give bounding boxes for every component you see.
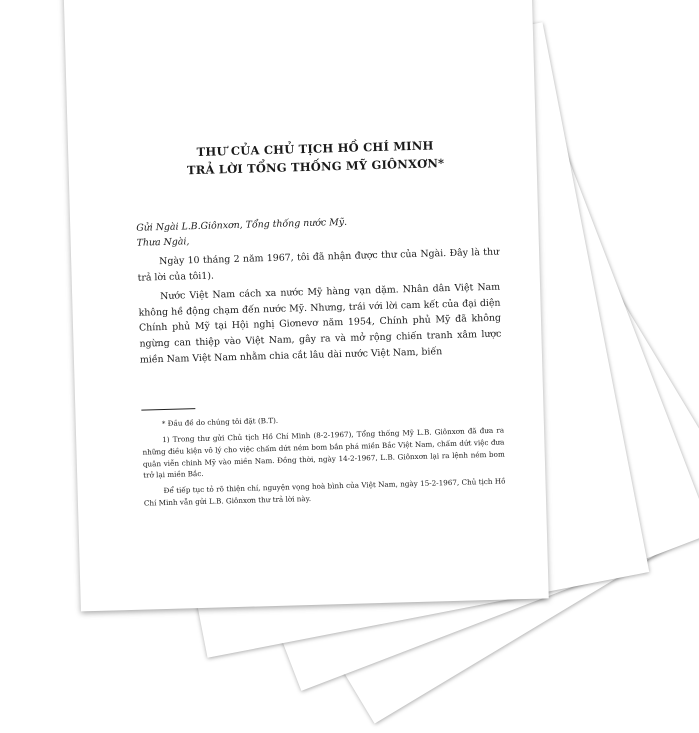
document-title-line-1: THƯ CỦA CHỦ TỊCH HỒ CHÍ MINH bbox=[196, 138, 434, 159]
body-paragraph-2: Nước Việt Nam cách xa nước Mỹ hàng vạn dặm. Nhân dân Việt Nam không hề động chạm đến nước Mỹ. Nhưng, trái với lời cam kết của đại diện Chính phủ Mỹ tại Hội nghị Giơnevơ năm 1954, Chính phủ Mỹ đã không ngừng can thiệp vào Việt Nam, gây ra và mở rộng chiến tranh xâm lược miền Nam Việt Nam nhằm chia cắt lâu dài nước Việt Nam, biến bbox=[138, 281, 502, 366]
footnote-divider bbox=[141, 408, 195, 411]
body-paragraph-1: Ngày 10 tháng 2 năm 1967, tôi đã nhận được thư của Ngài. Đây là thư trả lời của tôi1). bbox=[137, 246, 500, 284]
front-page bbox=[63, 0, 549, 611]
footnote-title-note: * Đầu đề do chúng tôi đặt (B.T). bbox=[161, 415, 279, 429]
salutation-greeting: Thưa Ngài, bbox=[136, 236, 190, 249]
footnote-1-continued: Để tiếp tục tỏ rõ thiện chí, nguyện vọng hoà bình của Việt Nam, ngày 15-2-1967, Chủ tịch Hồ Chí Minh vẫn gửi L.B. Giônxơn thư trả lời này. bbox=[143, 476, 506, 508]
footnote-1: 1) Trong thư gửi Chủ tịch Hồ Chí Minh (8-2-1967), Tổng thống Mỹ L.B. Giônxơn đã đưa ra những điều kiện vô lý cho việc chấm dứt ném bom bắn phá miền Bắc Việt Nam, chấm dứt việc đưa quân viễn chinh Mỹ vào miền Nam. Đồng thời, ngày 14-2-1967, L.B. Giônxơn lại ra lệnh ném bom trở lại miền Bắc. bbox=[142, 425, 505, 480]
document-title-line-2: TRẢ LỜI TỔNG THỐNG MỸ GIÔNXƠN* bbox=[186, 156, 445, 178]
page-content bbox=[134, 135, 506, 510]
salutation-addressee: Gửi Ngài L.B.Giônxơn, Tổng thống nước Mỹ. bbox=[136, 216, 348, 234]
